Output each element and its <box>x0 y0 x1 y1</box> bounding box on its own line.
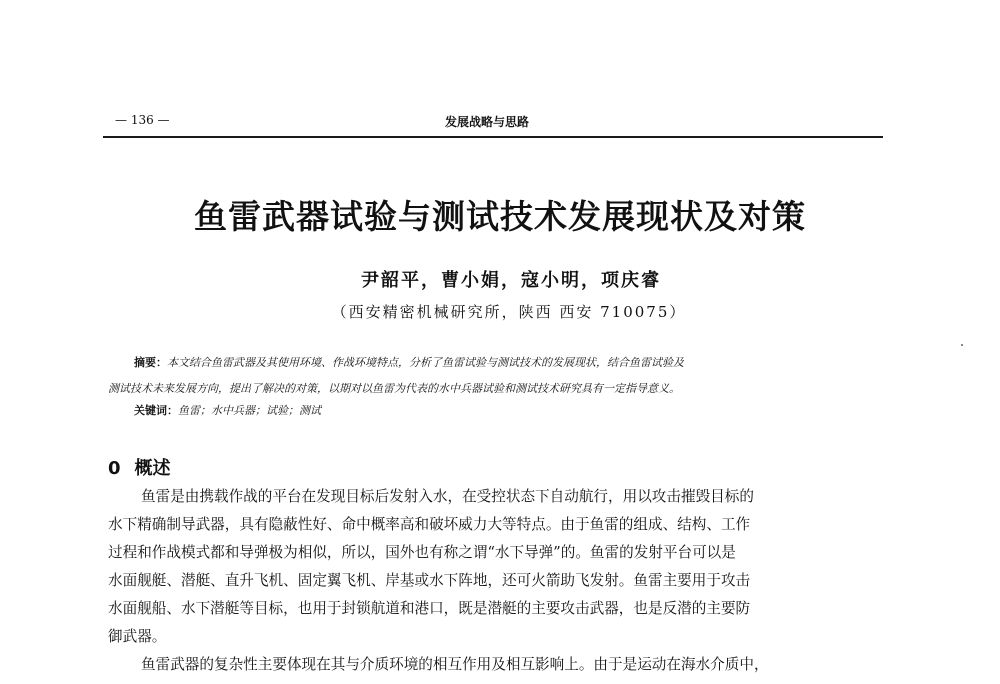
body-line: 鱼雷是由携载作战的平台在发现目标后发射入水，在受控状态下自动航行，用以攻击摧毁目标的 <box>141 488 754 505</box>
keywords-label: 关键词： <box>134 404 178 417</box>
body-line: 鱼雷武器的复杂性主要体现在其与介质环境的相互作用及相互影响上。由于是运动在海水介质中， <box>141 656 769 673</box>
abstract-label: 摘要： <box>134 356 167 369</box>
body-text <box>108 483 888 679</box>
body-line: 过程和作战模式都和导弹极为相似，所以，国外也有称之谓“水下导弹”的。鱼雷的发射平台可以是 <box>108 544 736 561</box>
body-line: 水面舰船、水下潜艇等目标，也用于封锁航道和港口，既是潜艇的主要攻击武器，也是反潜的主要防 <box>108 600 751 617</box>
body-line: 水下精确制导武器，具有隐蔽性好、命中概率高和破坏威力大等特点。由于鱼雷的组成、结构、工作 <box>108 516 751 533</box>
body-line: 水面舰艇、潜艇、直升飞机、固定翼飞机、岸基或水下阵地，还可火箭助飞发射。鱼雷主要用于攻击 <box>108 572 751 589</box>
running-header-title: 发展战略与思路 <box>445 115 530 129</box>
keywords-text: 鱼雷；水中兵器；试验；测试 <box>178 404 321 417</box>
body-line: 御武器。 <box>108 628 167 645</box>
section-title: 概述 <box>134 458 171 479</box>
abstract-line-1 <box>108 350 888 376</box>
paper-authors: 尹韶平，曹小娟，寇小明，项庆睿 <box>361 270 661 291</box>
paper-affiliation: （西安精密机械研究所，陕西 西安 710075） <box>331 303 687 321</box>
running-header <box>107 113 885 133</box>
section-heading <box>108 454 171 480</box>
abstract <box>108 350 888 402</box>
keywords <box>134 402 321 418</box>
page-number: — 136 — <box>115 113 170 127</box>
header-rule <box>103 136 883 138</box>
scan-speck <box>961 344 963 346</box>
abstract-text-1: 本文结合鱼雷武器及其使用环境、作战环境特点，分析了鱼雷试验与测试技术的发展现状，结合鱼雷试验及 <box>167 356 684 369</box>
section-number: 0 <box>108 458 121 479</box>
abstract-line-2: 测试技术未来发展方向，提出了解决的对策，以期对以鱼雷为代表的水中兵器试验和测试技术研究具有一定指导意义。 <box>108 382 680 395</box>
paper-title: 鱼雷武器试验与测试技术发展现状及对策 <box>194 197 806 236</box>
